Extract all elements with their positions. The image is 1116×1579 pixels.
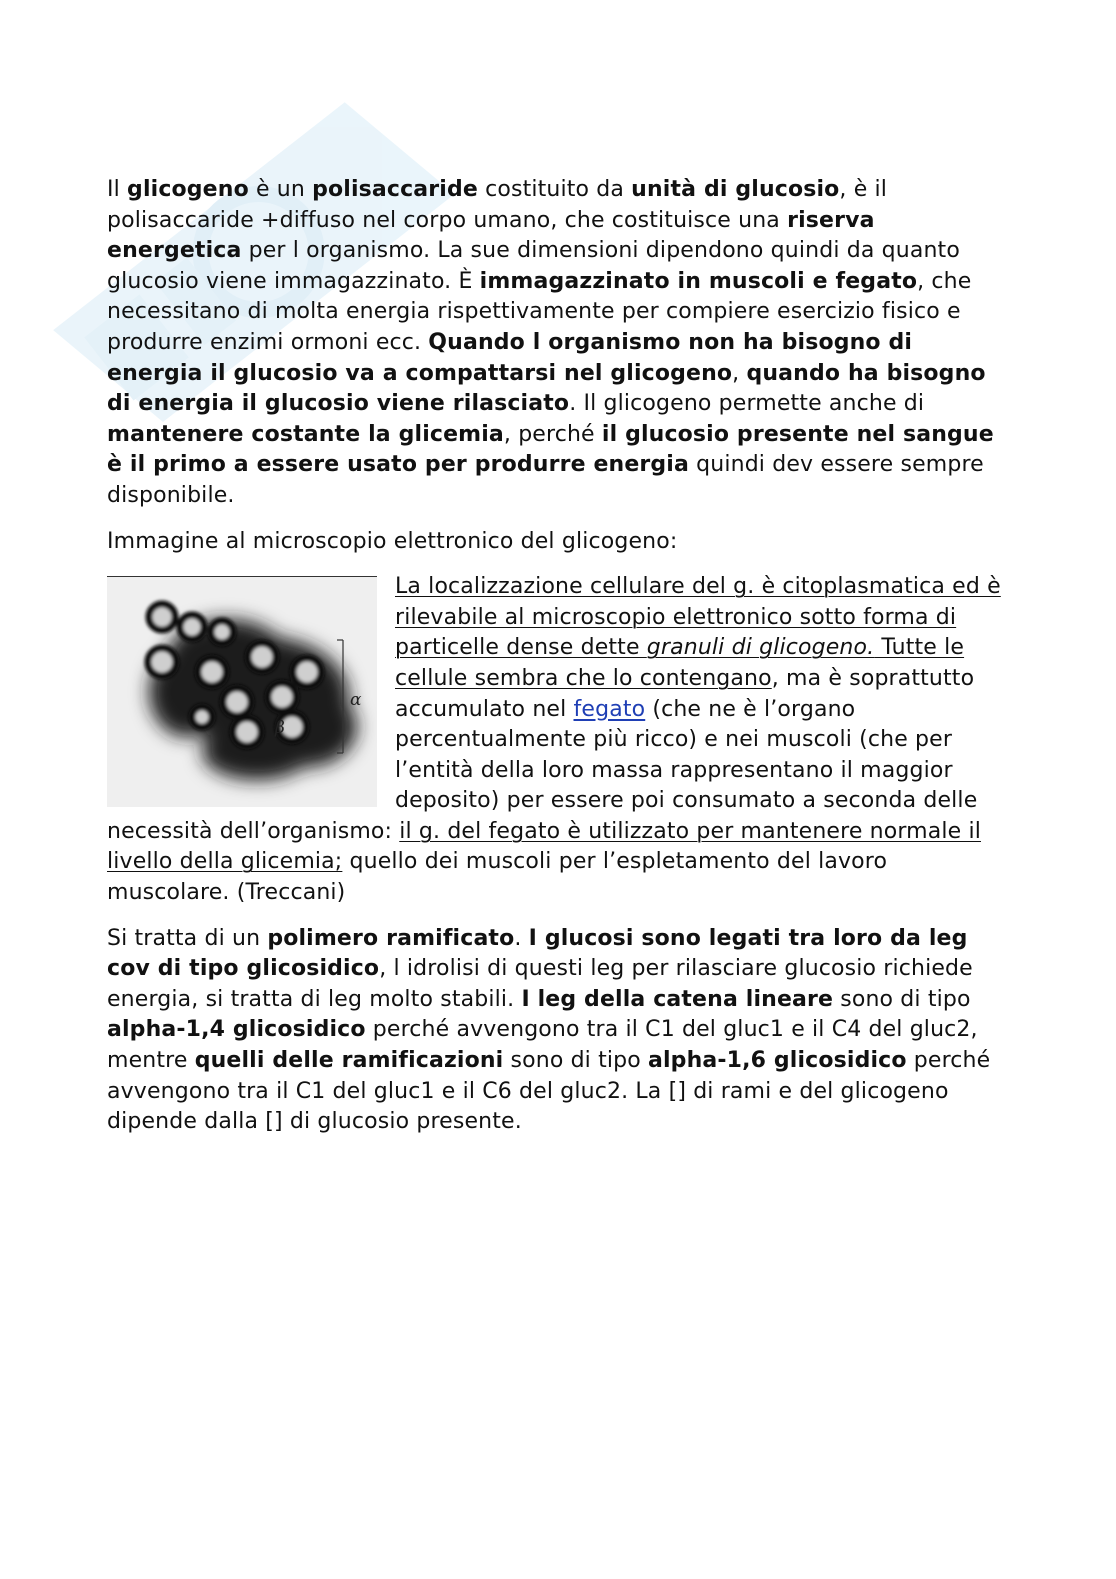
structure-paragraph: Si tratta di un polimero ramificato. I glucosi sono legati tra loro da leg cov di tipo glicosidico, l idrolisi di questi leg per rilasciare glucosio richiede energia, si tratta di leg molto stabili. I leg della catena lineare sono di tipo alpha-1,4 glicosidico perché avvengono tra il C1 del gluc1 e il C4 del gluc2, mentre quelli delle ramificazioni sono di tipo alpha-1,6 glicosidico perché avvengono tra il C1 del gluc1 e il C6 del gluc2. La [] di rami e del glicogeno dipende dalla [] di glucosio presente.: [107, 925, 991, 1135]
image-caption: Immagine al microscopio elettronico del glicogeno:: [107, 528, 678, 554]
document-body: [107, 175, 1007, 1138]
localization-section: [107, 572, 1007, 909]
glycogen-granules-illustration: [107, 577, 377, 807]
localization-paragraph: La localizzazione cellulare del g. è citoplasmatica ed è rilevabile al microscopio elettronico sotto forma di particelle dense dette granuli di glicogeno. Tutte le cellule sembra che lo contengano, ma è soprattutto accumulato nel fegato (che ne è l’organo percentualmente più ricco) e nei muscoli (che per l’entità della loro massa rappresentano il maggior deposito) per essere poi consumato a seconda delle necessità dell’organismo: il g. del fegato è utilizzato per mantenere normale il livello della glicemia; quello dei muscoli per l’espletamento del lavoro muscolare. (Treccani): [107, 574, 1001, 906]
microscope-image: [107, 576, 377, 807]
intro-paragraph: Il glicogeno è un polisaccaride costituito da unità di glucosio, è il polisaccaride +diffuso nel corpo umano, che costituisce una riserva energetica per l organismo. La sue dimensioni dipendono quindi da quanto glucosio viene immagazzinato. È immagazzinato in muscoli e fegato, che necessitano di molta energia rispettivamente per compiere esercizio fisico e produrre enzimi ormoni ecc. Quando l organismo non ha bisogno di energia il glucosio va a compattarsi nel glicogeno, quando ha bisogno di energia il glucosio viene rilasciato. Il glicogeno permette anche di mantenere costante la glicemia, perché il glucosio presente nel sangue è il primo a essere usato per produrre energia quindi dev essere sempre disponibile.: [107, 177, 994, 508]
label-beta: β: [275, 718, 285, 739]
label-alpha: α: [350, 690, 362, 711]
fegato-link[interactable]: fegato: [573, 696, 646, 722]
